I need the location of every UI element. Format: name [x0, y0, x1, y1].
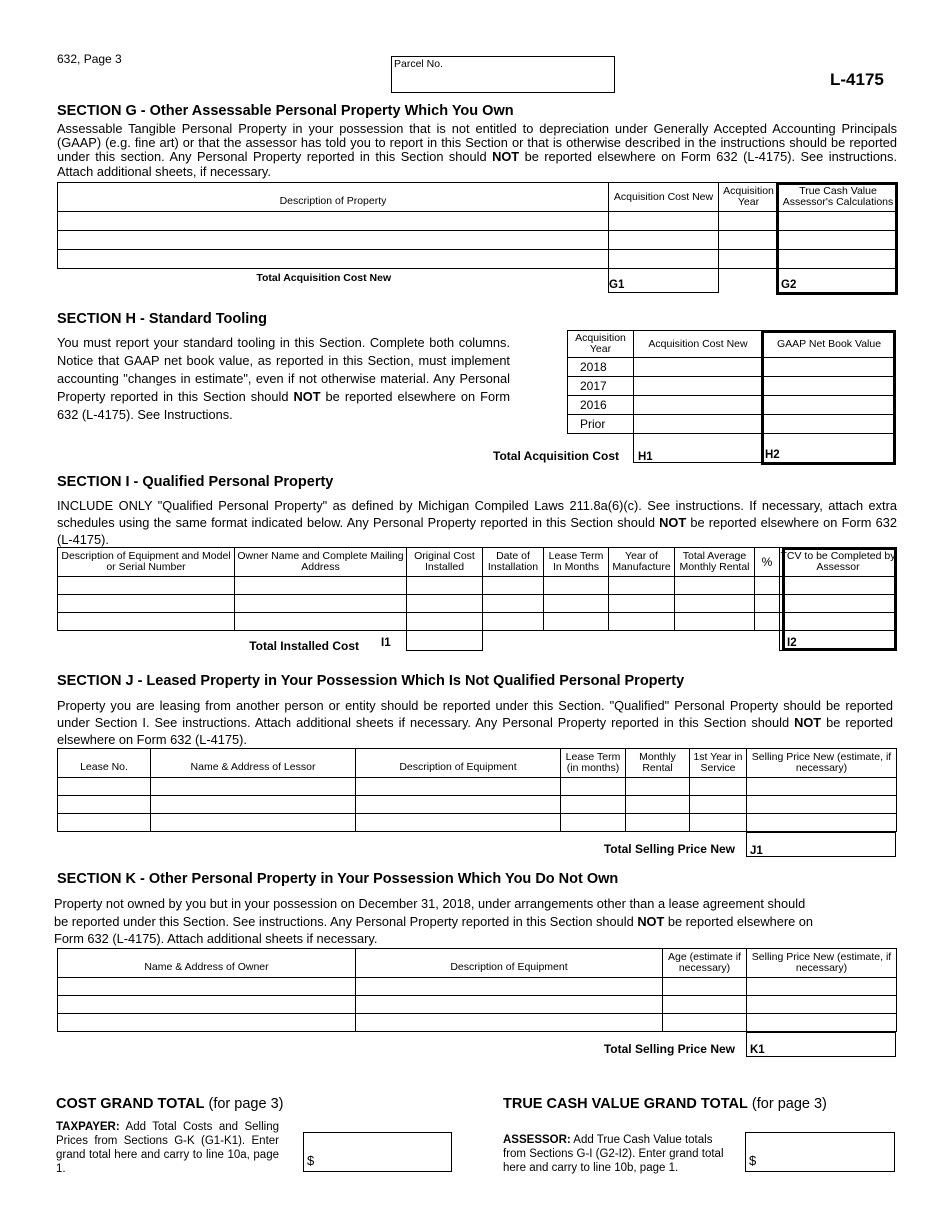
table-cell[interactable] [58, 778, 151, 796]
table-cell[interactable] [663, 978, 747, 996]
table-cell[interactable] [779, 231, 898, 250]
parcel-number-label: Parcel No. [394, 58, 444, 70]
table-cell[interactable] [356, 996, 663, 1014]
table-cell[interactable] [747, 796, 897, 814]
section-k-col-age: Age (estimate if necessary) [663, 949, 747, 978]
i1-label: I1 [381, 637, 391, 649]
section-h-title: SECTION H - Standard Tooling [57, 311, 267, 327]
table-cell[interactable] [634, 396, 763, 415]
section-g-col-tcv: True Cash Value Assessor's Calculations [779, 183, 898, 212]
table-cell[interactable] [663, 996, 747, 1014]
section-j-title: SECTION J - Leased Property in Your Possession Which Is Not Qualified Personal Property [57, 673, 685, 689]
dollar-sign: $ [307, 1153, 315, 1168]
section-i-col-owner: Owner Name and Complete Mailing Address [235, 548, 407, 577]
table-cell[interactable] [407, 577, 483, 595]
table-cell[interactable] [544, 613, 609, 631]
table-cell[interactable] [763, 358, 896, 377]
table-cell[interactable] [561, 814, 626, 832]
table-cell[interactable] [747, 1014, 897, 1032]
table-cell[interactable] [483, 577, 544, 595]
section-i-total-tcv-field[interactable] [780, 631, 897, 651]
section-g-col-description: Description of Property [58, 183, 609, 212]
table-cell[interactable] [561, 778, 626, 796]
table-cell[interactable] [58, 613, 235, 631]
table-cell[interactable] [609, 212, 719, 231]
section-k-title: SECTION K - Other Personal Property in Your Possession Which You Do Not Own [57, 871, 619, 887]
section-j-col-rental: Monthly Rental [626, 749, 690, 778]
table-cell[interactable] [407, 613, 483, 631]
table-cell[interactable] [58, 796, 151, 814]
table-cell[interactable] [675, 613, 755, 631]
table-cell[interactable] [626, 796, 690, 814]
table-cell[interactable] [780, 577, 897, 595]
table-cell[interactable] [780, 595, 897, 613]
table-cell[interactable] [151, 796, 356, 814]
table-cell[interactable] [151, 814, 356, 832]
section-j-col-lease-no: Lease No. [58, 749, 151, 778]
section-h-instructions: You must report your standard tooling in this Section. Complete both columns. Notice that GAAP net book value, as reported in this Section, must implement accounting "changes in estimate", even if not otherwise material. Any Personal Property reported in this Section should NOT be reported elsewhere on Form 632 (L-4175). See Instructions. [57, 335, 510, 422]
section-h-year-prior: Prior [568, 415, 634, 434]
table-cell[interactable] [779, 250, 898, 269]
table-cell[interactable] [235, 613, 407, 631]
spacer [544, 631, 609, 651]
table-cell[interactable] [356, 778, 561, 796]
section-g-total-tcv-field[interactable] [779, 269, 898, 293]
table-cell[interactable] [609, 250, 719, 269]
table-cell[interactable] [561, 796, 626, 814]
table-cell[interactable] [151, 778, 356, 796]
table-cell[interactable] [609, 595, 675, 613]
table-cell[interactable] [356, 1014, 663, 1032]
spacer [609, 631, 675, 651]
cost-grand-total-heading: COST GRAND TOTAL (for page 3) [56, 1096, 284, 1112]
table-cell[interactable] [719, 250, 779, 269]
section-h-year-2017: 2017 [568, 377, 634, 396]
table-cell[interactable] [626, 778, 690, 796]
section-k-line-2: be reported under this Section. See instructions. Any Personal Property reported in this Section should NOT be reported elsewhere on [54, 913, 814, 929]
section-j-col-term: Lease Term (in months) [561, 749, 626, 778]
section-h-col-year: Acquisition Year [568, 331, 634, 358]
section-i-table [57, 547, 897, 651]
section-j-col-first-year: 1st Year in Service [690, 749, 747, 778]
table-cell[interactable] [58, 978, 356, 996]
g2-label: G2 [781, 279, 797, 291]
table-cell[interactable] [356, 814, 561, 832]
table-cell[interactable] [779, 212, 898, 231]
section-j-col-lessor: Name & Address of Lessor [151, 749, 356, 778]
table-cell[interactable] [626, 814, 690, 832]
table-cell[interactable] [58, 814, 151, 832]
section-k-line-1: Property not owned by you but in your possession on December 31, 2018, under arrangements other than a lease agreement should [54, 896, 806, 911]
section-j-total-label: Total Selling Price New [603, 842, 735, 856]
section-h-total-gaap-field[interactable] [763, 434, 896, 463]
table-cell[interactable] [58, 996, 356, 1014]
spacer [58, 631, 235, 651]
table-cell[interactable] [609, 577, 675, 595]
table-cell[interactable] [58, 231, 609, 250]
table-cell[interactable] [690, 814, 747, 832]
section-g-instructions: Assessable Tangible Personal Property in your possession that is not entitled to depreciation under Generally Accepted Accounting Principals (GAAP) (e.g. fine art) or that the assessor has told you to report in this Section or that is otherwise described in the instructions should be reported under this section. Any Personal Property reported in this Section should NOT be reported elsewhere on Form 632 (L-4175). See instructions. Attach additional sheets, if necessary. [57, 121, 898, 179]
section-g-total-label: Total Acquisition Cost New [256, 272, 392, 284]
table-cell[interactable] [719, 212, 779, 231]
section-h-table [567, 330, 896, 463]
spacer [483, 631, 544, 651]
table-cell[interactable] [747, 978, 897, 996]
section-i-col-year: Year of Manufacture [609, 548, 675, 577]
table-cell[interactable] [58, 250, 609, 269]
section-i-col-lease: Lease Term In Months [544, 548, 609, 577]
section-h-col-cost: Acquisition Cost New [634, 331, 763, 358]
table-cell[interactable] [58, 1014, 356, 1032]
form-id: L-4175 [830, 70, 884, 89]
parcel-number-field[interactable] [391, 56, 615, 93]
table-cell[interactable] [755, 613, 780, 631]
spacer [675, 631, 755, 651]
section-h-year-2016: 2016 [568, 396, 634, 415]
table-cell[interactable] [235, 577, 407, 595]
section-k-table [57, 948, 897, 1032]
j1-label: J1 [750, 845, 763, 857]
section-g-total-cost-field[interactable] [609, 269, 719, 293]
section-i-col-tcv: TCV to be Completed by Assessor [780, 548, 897, 577]
section-i-col-date: Date of Installation [483, 548, 544, 577]
table-cell[interactable] [634, 415, 763, 434]
table-cell[interactable] [356, 978, 663, 996]
table-cell[interactable] [747, 814, 897, 832]
dollar-sign: $ [749, 1153, 757, 1168]
spacer [755, 631, 780, 651]
table-cell[interactable] [747, 778, 897, 796]
section-k-col-description: Description of Equipment [356, 949, 663, 978]
table-cell[interactable] [634, 358, 763, 377]
section-i-instructions: INCLUDE ONLY "Qualified Personal Property" as defined by Michigan Compiled Laws 211.8a(6)(c). See instructions. If necessary, attach extra schedules using the same format indicated below. Any Personal Property reported in this Section should NOT be reported elsewhere on Form 632 (L-4175). [57, 498, 897, 547]
section-j-total-field[interactable] [746, 832, 896, 857]
page-reference: 632, Page 3 [57, 52, 122, 66]
g1-label: G1 [609, 279, 625, 291]
section-i-title: SECTION I - Qualified Personal Property [57, 474, 334, 490]
section-g-table [57, 182, 898, 293]
section-k-line-3: Form 632 (L-4175). Attach additional sheets if necessary. [54, 931, 378, 946]
i2-label: I2 [787, 637, 797, 649]
table-cell[interactable] [780, 613, 897, 631]
cost-grand-total-instructions: TAXPAYER: Add Total Costs and Selling Prices from Sections G-K (G1-K1). Enter grand total here and carry to line 10a, page 1. [56, 1121, 279, 1175]
tcv-grand-total-instructions: ASSESSOR: Add True Cash Value totals from Sections G-I (G2-I2). Enter grand total here and carry to line 10b, page 1. [503, 1134, 724, 1174]
section-h-col-gaap: GAAP Net Book Value [763, 331, 896, 358]
section-h-year-2018: 2018 [568, 358, 634, 377]
h1-label: H1 [638, 451, 653, 463]
table-cell[interactable] [483, 595, 544, 613]
h2-label: H2 [765, 449, 780, 461]
section-g-title: SECTION G - Other Assessable Personal Property Which You Own [57, 103, 514, 119]
table-cell[interactable] [58, 212, 609, 231]
table-cell[interactable] [675, 595, 755, 613]
table-cell[interactable] [58, 595, 235, 613]
section-k-total-field[interactable] [746, 1032, 896, 1057]
section-i-total-label: Total Installed Cost [249, 639, 359, 653]
table-cell[interactable] [763, 377, 896, 396]
table-cell[interactable] [719, 231, 779, 250]
spacer [719, 269, 779, 293]
table-cell[interactable] [544, 595, 609, 613]
table-cell[interactable] [663, 1014, 747, 1032]
section-k-col-owner: Name & Address of Owner [58, 949, 356, 978]
tcv-grand-total-field[interactable] [745, 1132, 895, 1172]
section-k-total-label: Total Selling Price New [603, 1042, 735, 1056]
section-j-col-price: Selling Price New (estimate, if necessary) [747, 749, 897, 778]
section-j-col-description: Description of Equipment [356, 749, 561, 778]
table-cell[interactable] [483, 613, 544, 631]
section-i-col-description: Description of Equipment and Model or Serial Number [58, 548, 235, 577]
table-cell[interactable] [609, 231, 719, 250]
table-cell[interactable] [609, 613, 675, 631]
table-cell[interactable] [634, 377, 763, 396]
table-cell[interactable] [690, 778, 747, 796]
section-i-col-rental: Total Average Monthly Rental [675, 548, 755, 577]
table-cell[interactable] [755, 577, 780, 595]
k1-label: K1 [750, 1044, 765, 1056]
table-cell[interactable] [356, 796, 561, 814]
section-i-total-cost-field[interactable] [407, 631, 483, 651]
cost-grand-total-field[interactable] [303, 1132, 452, 1172]
section-j-table [57, 748, 897, 832]
table-cell[interactable] [763, 415, 896, 434]
section-k-col-price: Selling Price New (estimate, if necessary) [747, 949, 897, 978]
table-cell[interactable] [58, 577, 235, 595]
table-cell[interactable] [407, 595, 483, 613]
tcv-grand-total-heading: TRUE CASH VALUE GRAND TOTAL (for page 3) [503, 1096, 827, 1112]
table-cell[interactable] [763, 396, 896, 415]
table-cell[interactable] [675, 577, 755, 595]
section-g-col-cost: Acquisition Cost New [609, 183, 719, 212]
table-cell[interactable] [755, 595, 780, 613]
table-cell[interactable] [690, 796, 747, 814]
section-i-col-cost: Original Cost Installed [407, 548, 483, 577]
section-g-col-year: Acquisition Year [719, 183, 779, 212]
section-h-total-label: Total Acquisition Cost [493, 449, 619, 463]
table-cell[interactable] [544, 577, 609, 595]
table-cell[interactable] [235, 595, 407, 613]
section-i-col-percent: % [755, 548, 780, 577]
table-cell[interactable] [747, 996, 897, 1014]
section-k-instructions [54, 895, 899, 948]
section-j-instructions: Property you are leasing from another person or entity should be reported under this Section. "Qualified" Personal Property should be reported under Section I. See instructions. Attach additional sheets if necessary. Any Personal Property reported in this Section should NOT be reported elsewhere on Form 632 (L-4175). [57, 698, 893, 747]
